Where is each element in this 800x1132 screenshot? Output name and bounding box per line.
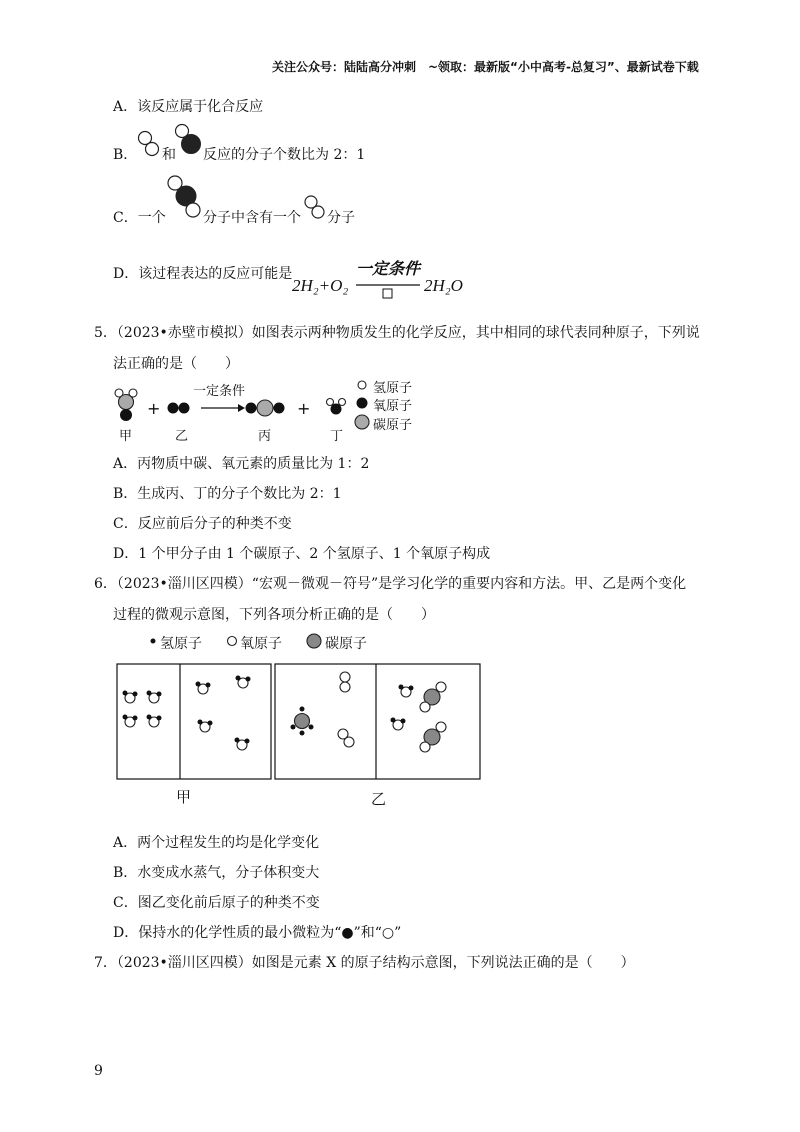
q4-option-c-suffix: 分子 [327, 210, 355, 226]
q6-legend-hydrogen: 氢原子 [160, 636, 202, 652]
page-header: 关注公众号：陆陆高分冲刺 ~领取：最新版“小中高考-总复习”、最新试卷下载 [272, 60, 699, 74]
q5-label-yi: 乙 [175, 429, 189, 444]
oxygen-molecule-icon [338, 729, 354, 747]
q6-legend-carbon: 碳原子 [325, 636, 367, 652]
q6-legend-oxygen: 氧原子 [240, 636, 282, 652]
q6-option-a: A．两个过程发生的均是化学变化 [113, 835, 320, 851]
oxygen-molecule-icon [340, 672, 350, 692]
water-molecule-icon [236, 676, 251, 689]
water-molecule-icon [391, 718, 406, 731]
q6-option-d: D．保持水的化学性质的最小微粒为“●”和“○” [113, 925, 402, 941]
co2-molecule-icon [420, 722, 446, 752]
q5-label-ding: 丁 [330, 429, 344, 444]
q5-option-d: D．1 个甲分子由 1 个碳原子、2 个氢原子、1 个氧原子构成 [113, 546, 491, 562]
q4-option-b-suffix: 反应的分子个数比为 2：1 [203, 147, 366, 163]
q5-legend-hydrogen: 氢原子 [373, 381, 413, 396]
q5-legend-oxygen: 氧原子 [373, 399, 413, 414]
legend6-hydrogen-icon [151, 639, 156, 644]
water-molecule-icon [123, 715, 138, 728]
water-molecule-icon [123, 691, 138, 704]
q5-stem-line1: 5．（2023•赤壁市模拟）如图表示两种物质发生的化学反应，其中相同的球代表同种原子，下列说 [94, 325, 700, 341]
water-molecule-icon [399, 685, 414, 698]
q4-option-b-mid: 和 [162, 147, 176, 163]
water-molecule-icon [147, 691, 162, 704]
q5-option-b: B．生成丙、丁的分子个数比为 2：1 [113, 486, 342, 502]
q6-box-label-jia: 甲 [176, 788, 192, 806]
q7-stem: 7．（2023•淄川区四模）如图是元素 X 的原子结构示意图，下列说法正确的是（ ） [94, 955, 635, 971]
q5-condition: 一定条件 [193, 384, 246, 399]
q6-stem-line1: 6．（2023•淄川区四模）“宏观－微观－符号”是学习化学的重要内容和方法。甲、乙是两个变化 [94, 576, 687, 592]
water-molecule-icon [147, 715, 162, 728]
legend6-oxygen-icon [228, 637, 237, 646]
equation-right: 2H₂O [424, 276, 463, 295]
q4-option-b-prefix: B． [113, 147, 138, 163]
water-molecule-icon [198, 720, 213, 733]
methane-molecule-icon [291, 707, 314, 736]
q5-label-bing: 丙 [258, 429, 272, 444]
water-molecule-icon [235, 738, 250, 751]
co2-molecule-icon [420, 682, 446, 712]
q4-option-c-prefix: C．一个 [113, 210, 166, 226]
q5-stem-line2: 法正确的是（ ） [113, 356, 239, 372]
equation-condition: 一定条件 [356, 261, 421, 278]
q6-option-c: C．图乙变化前后原子的种类不变 [113, 895, 320, 911]
q5-plus-1: + [147, 399, 161, 418]
q4-option-c-mid: 分子中含有一个 [203, 210, 301, 226]
q5-plus-2: + [297, 399, 311, 418]
q4-option-a: A．该反应属于化合反应 [113, 99, 264, 115]
legend6-carbon-icon [307, 634, 321, 648]
q4-option-d-prefix: D．该过程表达的反应可能是 [113, 266, 293, 282]
water-molecule-icon [196, 682, 211, 695]
q5-option-a: A．丙物质中碳、氧元素的质量比为 1：2 [113, 456, 370, 472]
q6-stem-line2: 过程的微观示意图，下列各项分析正确的是（ ） [113, 607, 435, 623]
q5-label-jia: 甲 [119, 429, 133, 444]
q5-option-c: C．反应前后分子的种类不变 [113, 516, 292, 532]
q6-box-label-yi: 乙 [371, 790, 387, 808]
q6-option-b: B．水变成水蒸气，分子体积变大 [113, 865, 320, 881]
page-number: 9 [94, 1063, 103, 1079]
q5-legend-carbon: 碳原子 [373, 418, 413, 433]
equation-left: 2H₂+O₂ [292, 276, 349, 295]
